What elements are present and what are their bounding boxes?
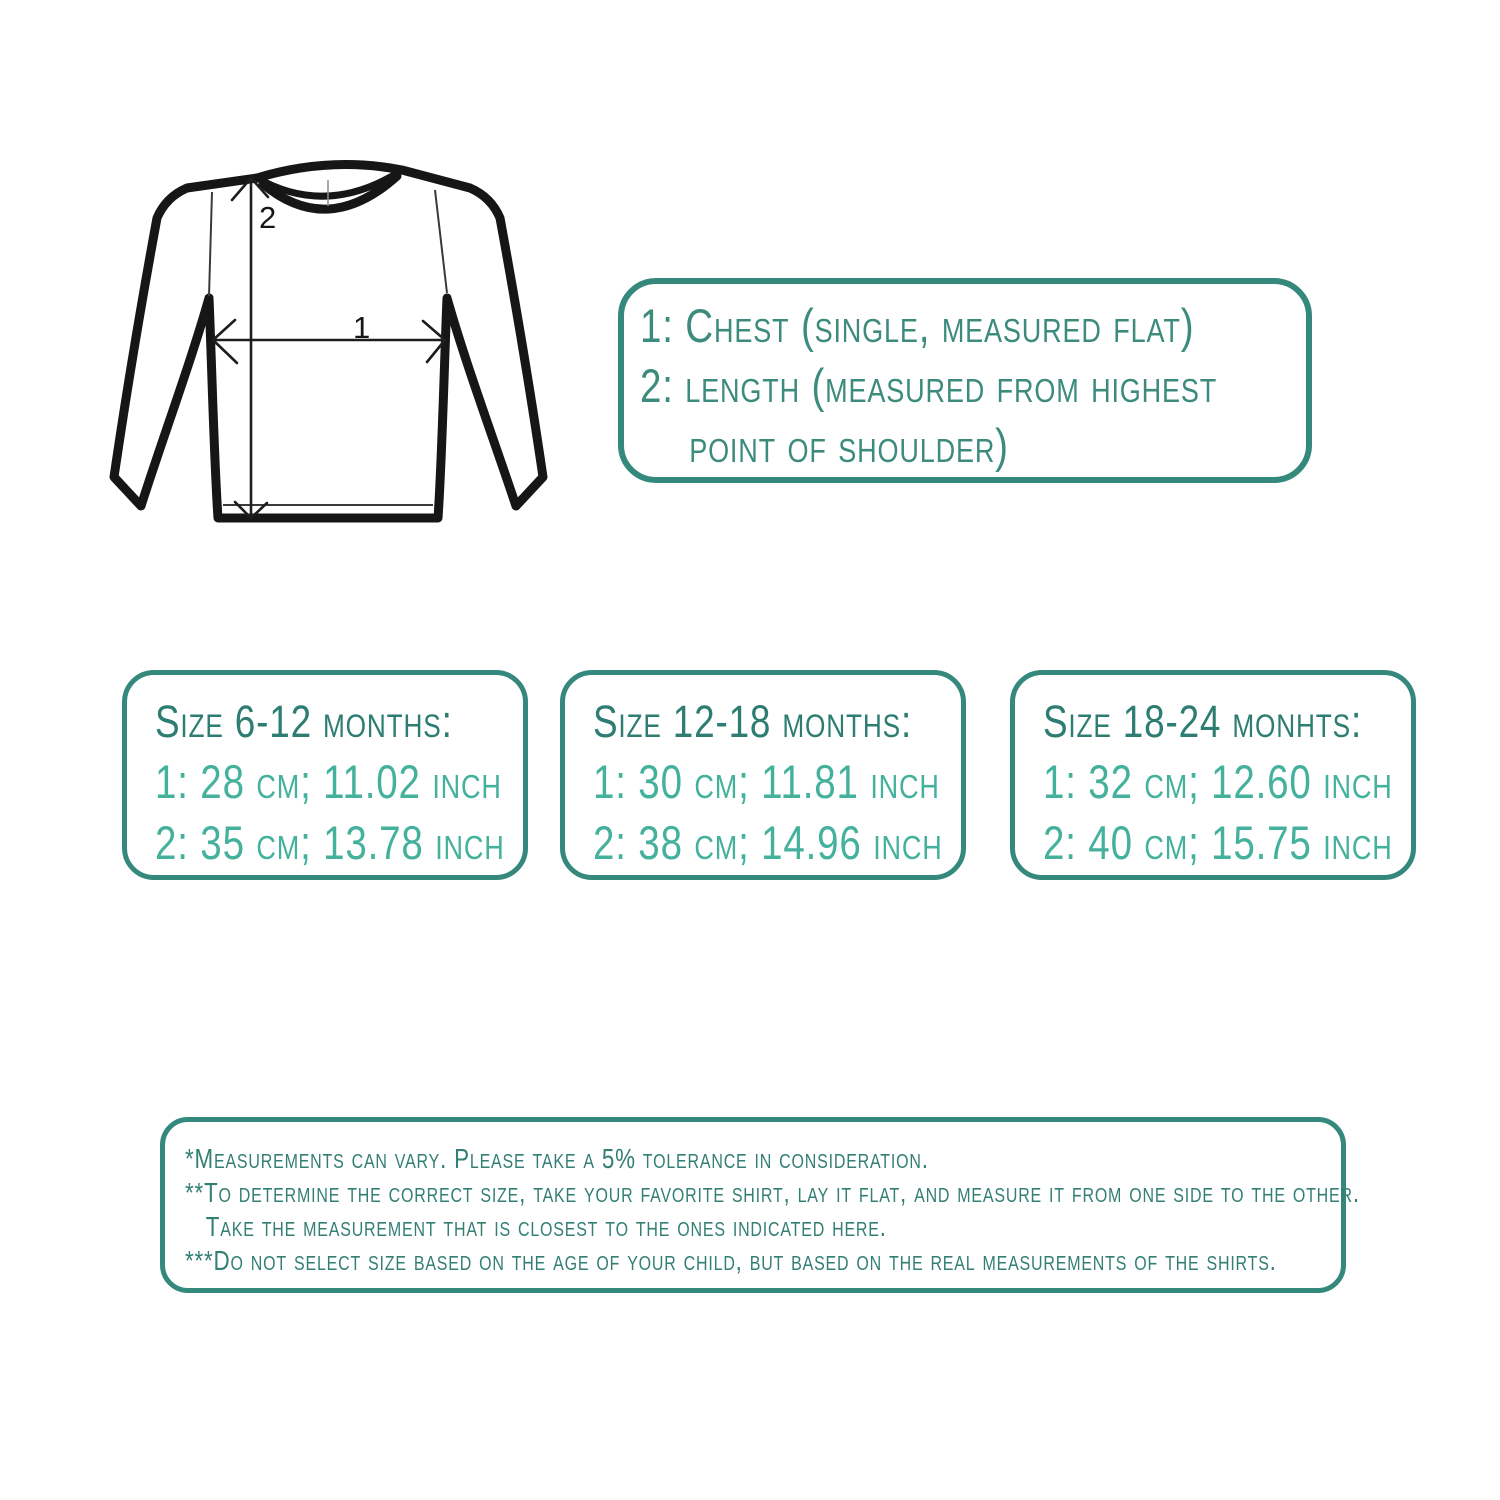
footnote-tolerance: *Measurements can vary. Please take a 5% tolerance in consideration. <box>185 1143 929 1174</box>
legend-line-length: 2: length (measured from highest <box>640 359 1218 412</box>
footnote-age-warning: ***Do not select size based on the age of your child, but based on the real measurements of the shirts. <box>185 1245 1277 1276</box>
size-box-title: Size 6-12 months: <box>155 696 453 747</box>
size-length-value: 2: 35 cm; 13.78 inch <box>155 816 505 869</box>
size-length-value: 2: 40 cm; 15.75 inch <box>1043 816 1393 869</box>
footnotes-box <box>160 1117 1360 1293</box>
size-box-6-12-months <box>122 670 528 880</box>
size-box-18-24-months <box>1010 670 1416 880</box>
footnote-how-to-measure-cont: Take the measurement that is closest to the ones indicated here. <box>205 1211 887 1242</box>
length-arrow-label: 2 <box>259 200 277 235</box>
legend-line-chest: 1: Chest (single, measured flat) <box>640 299 1195 352</box>
shirt-diagram <box>95 130 565 570</box>
size-chest-value: 1: 30 cm; 11.81 inch <box>593 755 940 808</box>
size-length-value: 2: 38 cm; 14.96 inch <box>593 816 943 869</box>
legend-line-length-cont: point of shoulder) <box>689 419 1009 472</box>
chest-arrow-label: 1 <box>353 310 371 345</box>
size-chest-value: 1: 32 cm; 12.60 inch <box>1043 755 1393 808</box>
size-box-title: Size 12-18 months: <box>593 696 913 747</box>
size-chest-value: 1: 28 cm; 11.02 inch <box>155 755 502 808</box>
size-box-12-18-months <box>560 670 966 880</box>
footnote-how-to-measure: **To determine the correct size, take your favorite shirt, lay it flat, and measure it from one side to the other. <box>185 1177 1360 1208</box>
size-box-title: Size 18-24 monhts: <box>1043 696 1363 747</box>
measurement-legend-box <box>618 278 1312 483</box>
